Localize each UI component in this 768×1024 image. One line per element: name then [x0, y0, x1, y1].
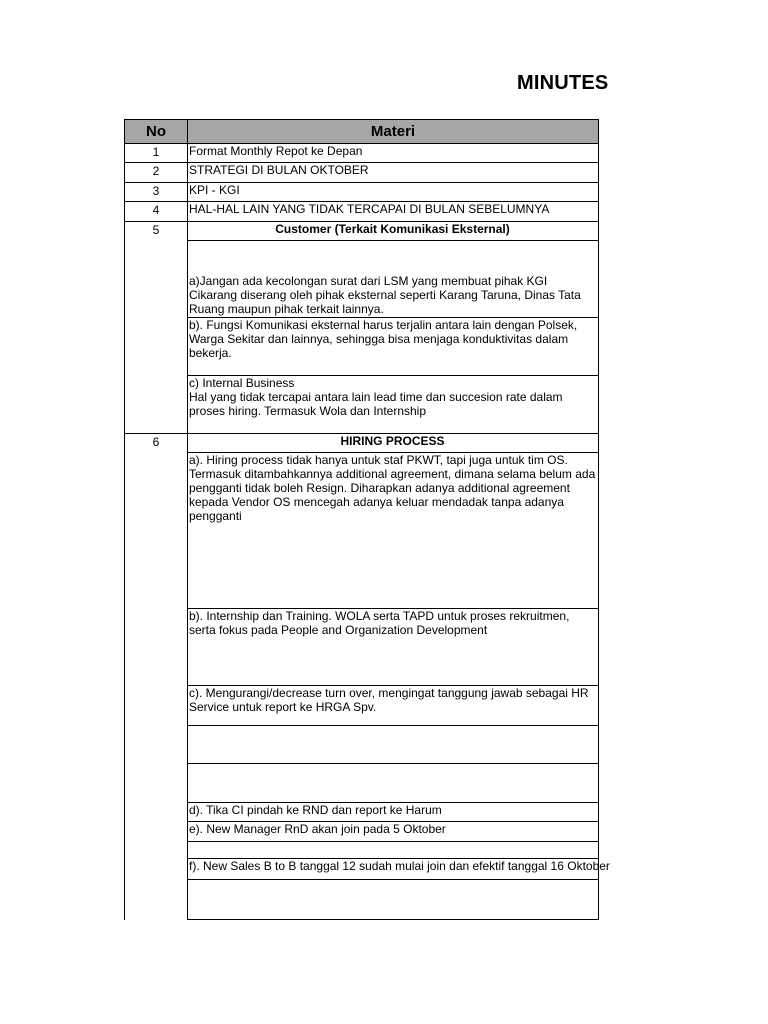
- row-materi: [187, 879, 599, 920]
- row-no: 1: [124, 143, 188, 163]
- row-materi: Format Monthly Repot ke Depan: [187, 143, 599, 163]
- row-materi: a)Jangan ada kecolongan surat dari LSM yang membuat pihak KGI Cikarang diserang oleh pihak eksternal seperti Karang Taruna, Dinas Tata Ruang maupun pihak terkait lainnya.: [187, 240, 599, 318]
- row-materi: KPI - KGI: [187, 182, 599, 202]
- column-divider: [187, 433, 188, 920]
- row-no: 3: [124, 182, 188, 202]
- row-no: 6: [124, 433, 188, 920]
- row-materi: [187, 841, 599, 859]
- row-no: 5: [124, 221, 188, 434]
- row-no: 2: [124, 162, 188, 183]
- document-title: MINUTES: [517, 72, 609, 94]
- row-materi: STRATEGI DI BULAN OKTOBER: [187, 162, 599, 183]
- header-materi: Materi: [187, 119, 599, 144]
- row-no: 4: [124, 201, 188, 222]
- row-materi: a). Hiring process tidak hanya untuk staf PKWT, tapi juga untuk tim OS. Termasuk ditambahkannya additional agreement, dimana selama belum ada pengganti tidak boleh Resign. Diharapkan adanya additional agreement kepada Vendor OS mencegah adanya keluar mendadak tanpa adanya pengganti: [187, 452, 599, 609]
- row-materi: e). New Manager RnD akan join pada 5 Oktober: [187, 821, 599, 842]
- header-no: No: [124, 119, 188, 144]
- row-materi: c). Mengurangi/decrease turn over, mengingat tanggung jawab sebagai HR Service untuk report ke HRGA Spv.: [187, 685, 599, 726]
- row-materi: d). Tika CI pindah ke RND dan report ke Harum: [187, 802, 599, 822]
- row-materi: f). New Sales B to B tanggal 12 sudah mulai join dan efektif tanggal 16 Oktober: [187, 858, 599, 880]
- row-materi: b). Fungsi Komunikasi eksternal harus terjalin antara lain dengan Polsek, Warga Sekitar dan lainnya, sehingga bisa menjaga konduktivitas dalam bekerja.: [187, 317, 599, 376]
- row-materi: [187, 725, 599, 764]
- row-materi: c) Internal Business Hal yang tidak tercapai antara lain lead time dan succesion rate dalam proses hiring. Termasuk Wola dan Internship: [187, 375, 599, 434]
- row-materi: b). Internship dan Training. WOLA serta TAPD untuk proses rekruitmen, serta fokus pada People and Organization Development: [187, 608, 599, 686]
- section-heading: Customer (Terkait Komunikasi Eksternal): [187, 221, 599, 241]
- section-heading: HIRING PROCESS: [187, 433, 599, 453]
- row-materi: [187, 763, 599, 803]
- row-materi: HAL-HAL LAIN YANG TIDAK TERCAPAI DI BULAN SEBELUMNYA: [187, 201, 599, 222]
